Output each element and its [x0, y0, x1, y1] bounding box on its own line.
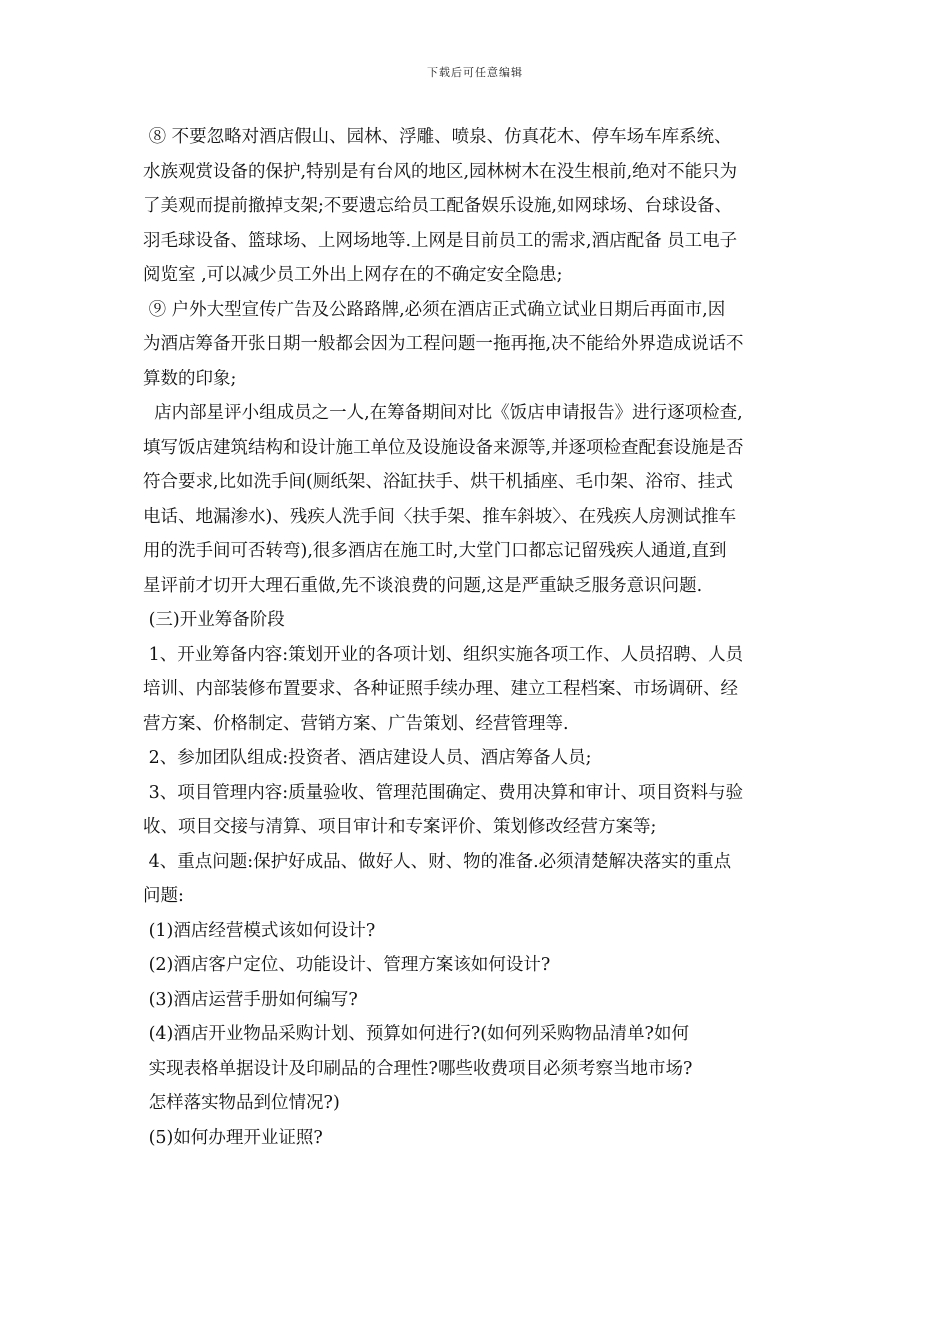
text-line: 2、参加团队组成:投资者、酒店建设人员、酒店筹备人员; [143, 748, 592, 768]
question-item: (4)酒店开业物品采购计划、预算如何进行?(如何列采购物品清单?如何 [143, 1024, 689, 1044]
page-header: 下载后可任意编辑 [427, 66, 523, 79]
text-line: 用的洗手间可否转弯),很多酒店在施工时,大堂门口都忘记留残疾人通道,直到 [143, 541, 727, 561]
text-line: 3、项目管理内容:质量验收、管理范围确定、费用决算和审计、项目资料与验 [143, 782, 744, 803]
text-line: 营方案、价格制定、营销方案、广告策划、经营管理等. [143, 713, 569, 734]
text-line: 符合要求,比如洗手间(厕纸架、浴缸扶手、烘干机插座、毛巾架、浴帘、挂式 [143, 472, 733, 492]
text-line: 问题: [143, 886, 184, 906]
text-line: 阅览室 ,可以减少员工外出上网存在的不确定安全隐患; [143, 265, 563, 285]
document-body [143, 120, 823, 1155]
question-item: 怎样落实物品到位情况?) [143, 1093, 340, 1113]
question-item: 实现表格单据设计及印刷品的合理性?哪些收费项目必须考察当地市场? [143, 1058, 693, 1079]
text-line: 电话、地漏渗水)、残疾人洗手间〈扶手架、推车斜坡〉、在残疾人房测试推车 [143, 506, 737, 527]
text-line: 了美观而提前撤掉支架;不要遗忘给员工配备娱乐设施,如网球场、台球设备、 [143, 196, 732, 216]
text-line: 羽毛球设备、篮球场、上网场地等.上网是目前员工的需求,酒店配备 员工电子 [143, 230, 738, 251]
question-item: (5)如何办理开业证照? [143, 1127, 323, 1148]
text-line: ⑧ 不要忽略对酒店假山、园林、浮雕、喷泉、仿真花木、停车场车库系统、 [143, 127, 732, 147]
text-line: 店内部星评小组成员之一人,在筹备期间对比《饭店申请报告》进行逐项检查, [143, 403, 743, 423]
text-line: 收、项目交接与清算、项目审计和专案评价、策划修改经营方案等; [143, 817, 657, 837]
text-line: 星评前才切开大理石重做,先不谈浪费的问题,这是严重缺乏服务意识问题. [143, 575, 703, 596]
question-item: (1)酒店经营模式该如何设计? [143, 920, 376, 941]
text-line: 1、开业筹备内容:策划开业的各项计划、组织实施各项工作、人员招聘、人员 [143, 644, 744, 665]
text-line: 4、重点问题:保护好成品、做好人、财、物的准备.必须清楚解决落实的重点 [143, 851, 732, 872]
text-line: 为酒店筹备开张日期一般都会因为工程问题一拖再拖,决不能给外界造成说话不 [143, 334, 744, 354]
section-heading: (三)开业筹备阶段 [143, 610, 285, 630]
text-line: 算数的印象; [143, 368, 237, 389]
text-line: 水族观赏设备的保护,特别是有台风的地区,园林树木在没生根前,绝对不能只为 [143, 161, 738, 182]
text-line: ⑨ 户外大型宣传广告及公路路牌,必须在酒店正式确立试业日期后再面市,因 [143, 299, 726, 320]
question-item: (2)酒店客户定位、功能设计、管理方案该如何设计? [143, 955, 551, 975]
text-line: 培训、内部装修布置要求、各种证照手续办理、建立工程档案、市场调研、经 [143, 679, 738, 699]
question-item: (3)酒店运营手册如何编写? [143, 989, 358, 1010]
text-line: 填写饭店建筑结构和设计施工单位及设施设备来源等,并逐项检查配套设施是否 [143, 437, 744, 458]
